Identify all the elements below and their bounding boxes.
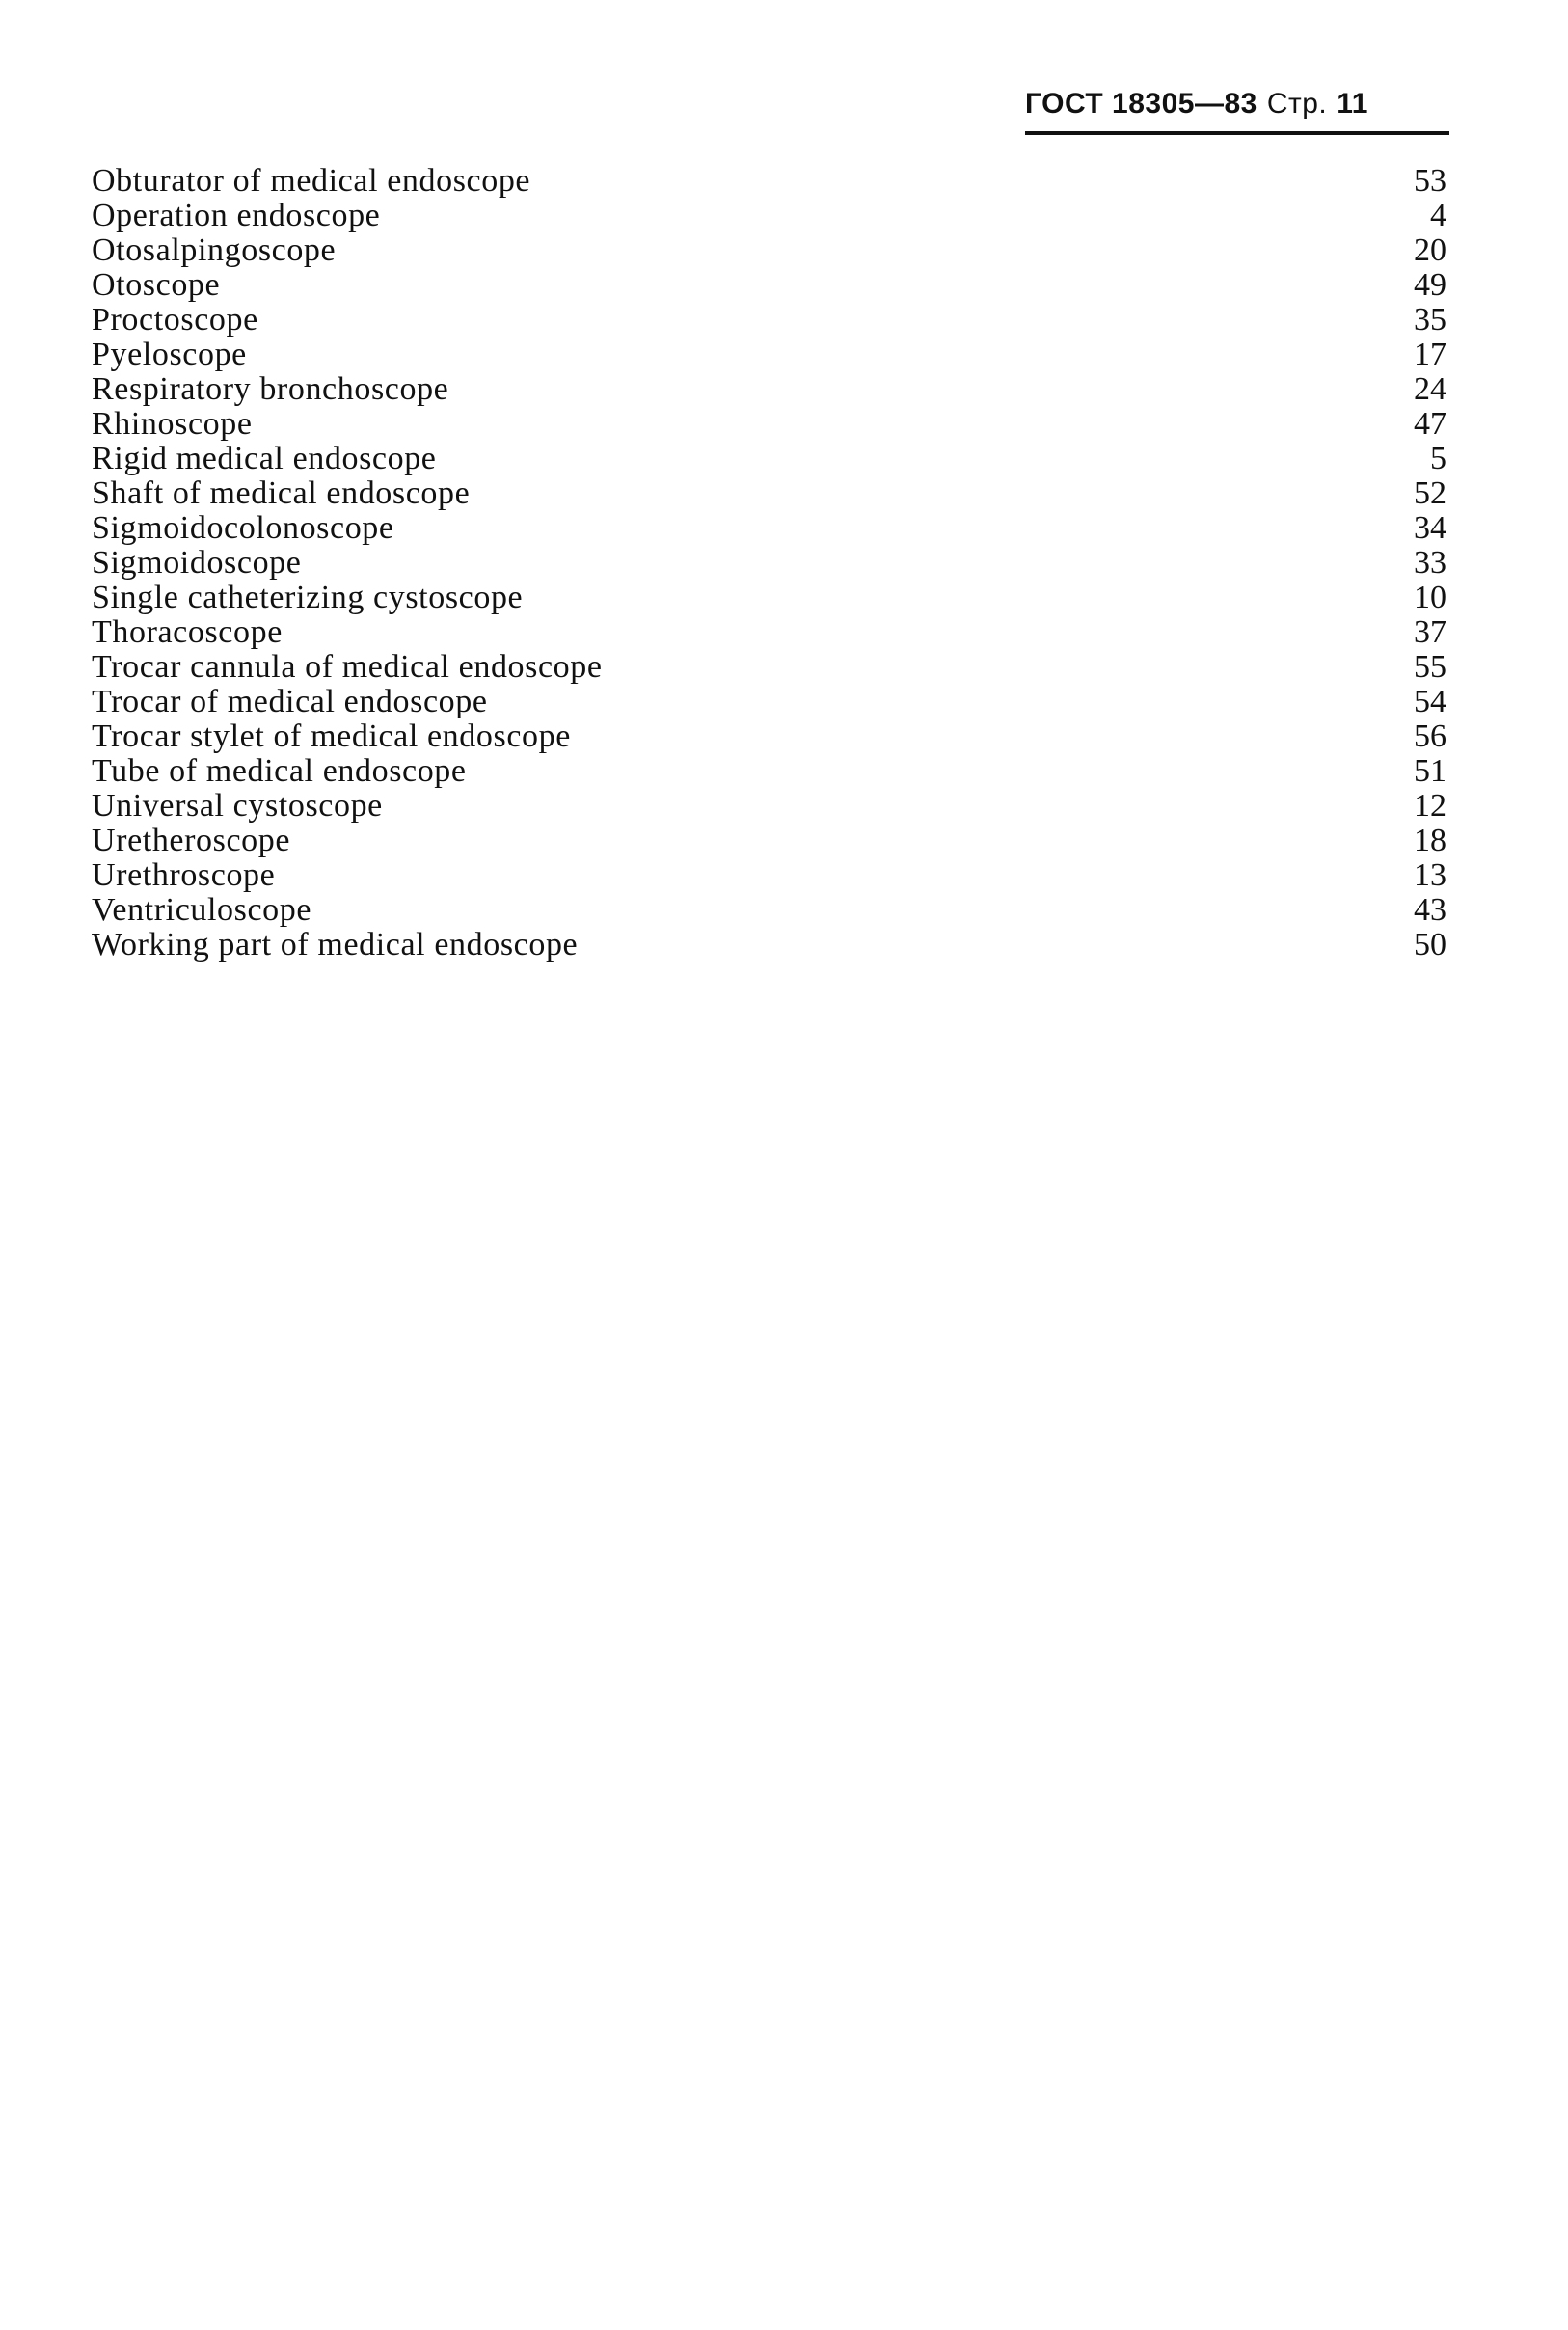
index-term: Trocar of medical endoscope [92, 684, 488, 719]
index-ref-number: 4 [1430, 198, 1446, 233]
index-ref-number: 24 [1414, 371, 1446, 407]
index-term: Working part of medical endoscope [92, 927, 579, 962]
index-term: Sigmoidocolonoscope [92, 510, 394, 546]
index-ref-number: 51 [1414, 753, 1446, 789]
index-ref-number: 12 [1414, 788, 1446, 824]
index-term: Rigid medical endoscope [92, 441, 437, 476]
index-ref-number: 35 [1414, 302, 1446, 338]
index-ref-number: 55 [1414, 649, 1446, 685]
index-term: Urethroscope [92, 857, 276, 893]
index-term: Ventriculoscope [92, 892, 312, 928]
index-ref-number: 20 [1414, 232, 1446, 268]
index-ref-number: 17 [1414, 337, 1446, 372]
index-ref-number: 43 [1414, 892, 1446, 928]
index-entry [92, 164, 1446, 199]
standard-number: ГОСТ 18305—83 [1025, 88, 1257, 120]
index-term: Respiratory bronchoscope [92, 371, 449, 407]
index-term: Thoracoscope [92, 614, 283, 650]
header-rule [1025, 131, 1449, 135]
page-label: Стр. [1266, 88, 1328, 120]
index-ref-number: 54 [1414, 684, 1446, 719]
index-entry [92, 650, 1446, 685]
index-entry [92, 338, 1446, 372]
index-ref-number: 50 [1414, 927, 1446, 962]
index-entry [92, 685, 1446, 719]
index-term: Tube of medical endoscope [92, 753, 467, 789]
term-index-list [92, 164, 1446, 962]
index-entry [92, 893, 1446, 928]
index-entry [92, 615, 1446, 650]
index-term: Rhinoscope [92, 406, 253, 442]
index-entry [92, 303, 1446, 338]
index-ref-number: 56 [1414, 718, 1446, 754]
index-ref-number: 13 [1414, 857, 1446, 893]
index-term: Otoscope [92, 267, 221, 303]
index-term: Obturator of medical endoscope [92, 163, 531, 199]
index-entry [92, 824, 1446, 858]
index-entry [92, 476, 1446, 511]
index-entry [92, 233, 1446, 268]
index-term: Single catheterizing cystoscope [92, 580, 524, 615]
index-entry [92, 407, 1446, 442]
index-term: Otosalpingoscope [92, 232, 337, 268]
index-ref-number: 49 [1414, 267, 1446, 303]
page-header [1025, 85, 1449, 143]
index-entry [92, 546, 1446, 581]
index-ref-number: 52 [1414, 475, 1446, 511]
index-entry [92, 858, 1446, 893]
index-entry [92, 928, 1446, 962]
index-term: Uretheroscope [92, 823, 291, 858]
index-ref-number: 5 [1430, 441, 1446, 476]
index-ref-number: 47 [1414, 406, 1446, 442]
running-header [1025, 85, 1368, 123]
index-term: Universal cystoscope [92, 788, 383, 824]
index-term: Pyeloscope [92, 337, 247, 372]
index-entry [92, 581, 1446, 615]
index-term: Trocar stylet of medical endoscope [92, 718, 571, 754]
index-entry [92, 789, 1446, 824]
index-ref-number: 18 [1414, 823, 1446, 858]
index-term: Trocar cannula of medical endoscope [92, 649, 603, 685]
index-term: Operation endoscope [92, 198, 381, 233]
index-entry [92, 372, 1446, 407]
index-entry [92, 199, 1446, 233]
index-entry [92, 511, 1446, 546]
page-number: 11 [1337, 88, 1368, 120]
index-ref-number: 33 [1414, 545, 1446, 581]
index-term: Sigmoidoscope [92, 545, 302, 581]
index-entry [92, 719, 1446, 754]
index-ref-number: 10 [1414, 580, 1446, 615]
index-term: Shaft of medical endoscope [92, 475, 471, 511]
index-ref-number: 53 [1414, 163, 1446, 199]
index-ref-number: 34 [1414, 510, 1446, 546]
index-ref-number: 37 [1414, 614, 1446, 650]
index-entry [92, 754, 1446, 789]
index-entry [92, 442, 1446, 476]
index-entry [92, 268, 1446, 303]
index-term: Proctoscope [92, 302, 258, 338]
